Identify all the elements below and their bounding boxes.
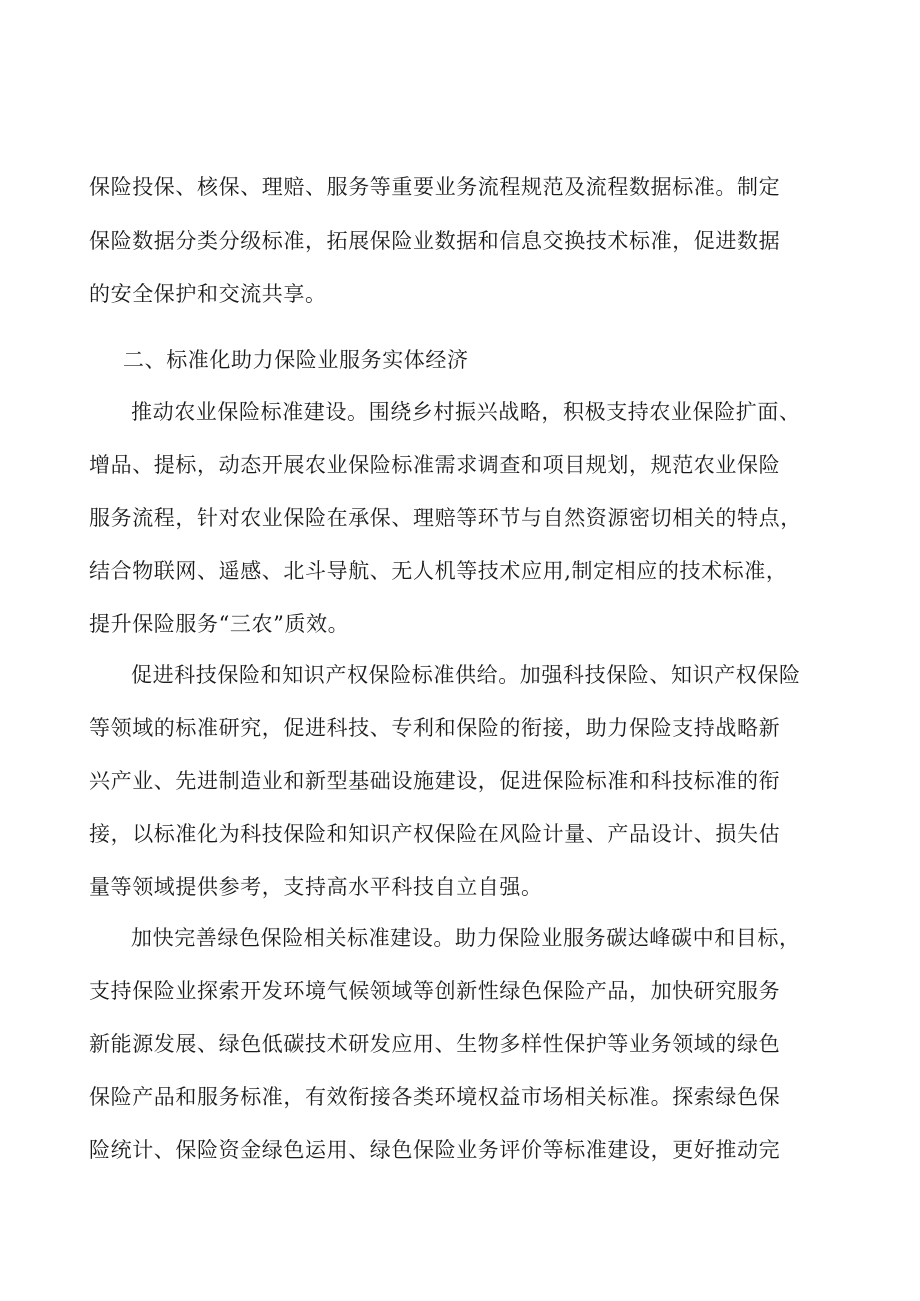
- agriculture-line-5: 提升保险服务“三农”质效。: [89, 612, 350, 636]
- intro-line-3: 的安全保护和交流共享。: [89, 282, 327, 306]
- agriculture-line-1: 推动农业保险标准建设。围绕乡村振兴战略，积极支持农业保险扩面、: [131, 400, 801, 424]
- agriculture-line-3: 服务流程，针对农业保险在承保、理赔等环节与自然资源密切相关的特点，: [89, 506, 802, 530]
- section-heading: 二、标准化助力保险业服务实体经济: [123, 348, 469, 372]
- green-line-3: 新能源发展、绿色低碳技术研发应用、生物多样性保护等业务领域的绿色: [89, 1032, 781, 1056]
- technology-line-2: 等领域的标准研究，促进科技、专利和保险的衔接，助力保险支持战略新: [89, 716, 781, 740]
- technology-line-1: 促进科技保险和知识产权保险标准供给。加强科技保险、知识产权保险: [131, 663, 801, 687]
- green-line-4: 保险产品和服务标准，有效衔接各类环境权益市场相关标准。探索绿色保: [89, 1085, 781, 1109]
- agriculture-line-2: 增品、提标，动态开展农业保险标准需求调查和项目规划，规范农业保险: [89, 453, 781, 477]
- technology-line-5: 量等领域提供参考，支持高水平科技自立自强。: [89, 875, 543, 899]
- green-line-2: 支持保险业探索开发环境气候领域等创新性绿色保险产品，加快研究服务: [89, 979, 781, 1003]
- agriculture-line-4: 结合物联网、遥感、北斗导航、无人机等技术应用,制定相应的技术标准，: [89, 559, 788, 583]
- intro-line-1: 保险投保、核保、理赔、服务等重要业务流程规范及流程数据标准。制定: [89, 175, 781, 199]
- intro-line-2: 保险数据分类分级标准，拓展保险业数据和信息交换技术标准，促进数据: [89, 229, 781, 253]
- green-line-5: 险统计、保险资金绿色运用、绿色保险业务评价等标准建设，更好推动完: [89, 1138, 781, 1162]
- technology-line-4: 接，以标准化为科技保险和知识产权保险在风险计量、产品设计、损失估: [89, 822, 781, 846]
- green-line-1: 加快完善绿色保险相关标准建设。助力保险业服务碳达峰碳中和目标，: [131, 926, 801, 950]
- technology-line-3: 兴产业、先进制造业和新型基础设施建设，促进保险标准和科技标准的衔: [89, 769, 781, 793]
